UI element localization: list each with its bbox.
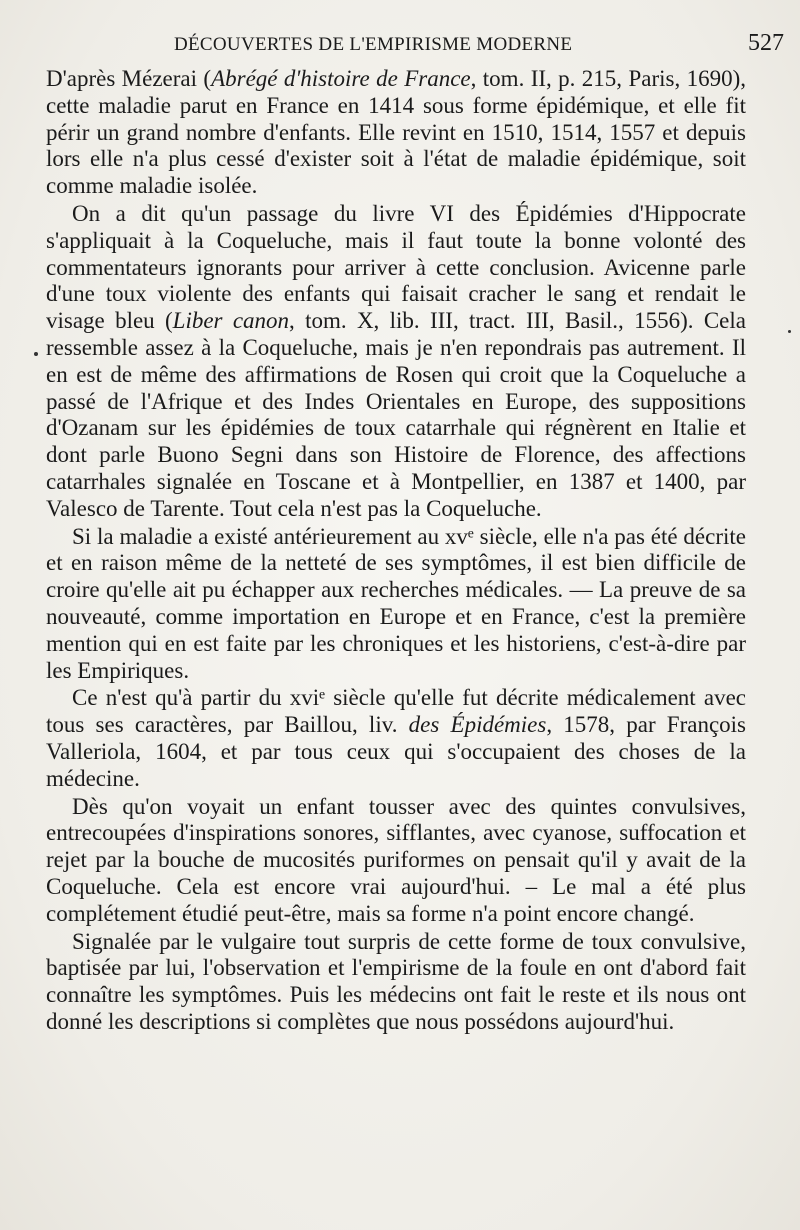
text-run: On a dit qu'un passage du livre VI des Épidémies d'Hippocrate s'appliquait à la Coqueluche, mais il faut toute la bonne volonté des commentateurs ignorants pour arriver à cette conclusion. Avicenne parle d'une toux violente des enfants qui faisait cracher le sang et rendait le visage bleu (	[46, 200, 746, 334]
ink-speck	[34, 352, 38, 356]
paragraph	[46, 929, 746, 1036]
text-run: , tom. X, lib. III, tract. III, Basil., 1556). Cela ressemble assez à la Coqueluche, mais je n'en repondrais pas autrement. Il en est de même des affirmations de Rosen qui croit que la Coqueluche a passé de l'Afrique et des Indes Orientales en Europe, des suppositions d'Ozanam sur les épidémies de toux catarrhale qui régnèrent en Italie et dont parle Buono Segni dans son Histoire de Florence, des affections catarrhales signalée en Toscane et à Montpellier, en 1387 et 1400, par Valesco de Tarente. Tout cela n'est pas la Coqueluche.	[46, 308, 746, 521]
page-header	[44, 30, 784, 64]
ink-speck	[788, 330, 791, 333]
paragraph	[46, 685, 746, 792]
italic-title: des Épidémies	[408, 712, 547, 738]
paragraph	[46, 794, 746, 928]
paragraph	[46, 66, 746, 200]
text-run: , 1578, par François Valleriola, 1604, et par tous ceux qui s'occupaient des choses de la médecine.	[46, 712, 747, 791]
text-run: Signalée par le vulgaire tout surpris de cette forme de toux convulsive, baptisée par lui, l'observation et l'empirisme de la foule en ont d'abord fait connaître les symptômes. Puis les médecins ont fait le reste et ils nous ont donné les descriptions si complètes que nous possédons aujourd'hui.	[46, 928, 746, 1034]
text-run: Si la maladie a existé antérieurement au xvᵉ siècle, elle n'a pas été décrite et en raison même de la netteté de ses symptômes, il est bien difficile de croire qu'elle ait pu échapper aux recherches médicales. — La preuve de sa nouveauté, comme importation en Europe et en France, c'est la première mention qui en est faite par les chroniques et les historiens, c'est-à-dire par les Empiriques.	[46, 523, 746, 683]
paragraph	[46, 524, 746, 685]
text-run: , tom. II, p. 215, Paris, 1690), cette maladie parut en France en 1414 sous forme épidémique, et elle fit périr un grand nombre d'enfants. Elle revint en 1510, 1514, 1557 et depuis lors elle n'a plus cessé d'exister soit à l'état de maladie épidémique, soit comme maladie isolée.	[46, 66, 747, 199]
page-number: 527	[748, 30, 784, 56]
running-head: DÉCOUVERTES DE L'EMPIRISME MODERNE	[174, 34, 573, 55]
italic-title: Liber canon	[172, 308, 290, 334]
paragraph	[46, 201, 746, 523]
text-run: Dès qu'on voyait un enfant tousser avec des quintes convulsives, entrecoupées d'inspirations sonores, sifflantes, avec cyanose, suffocation et rejet par la bouche de mucosités puriformes on pensait qu'il y avait de la Coqueluche. Cela est encore vrai aujourd'hui. – Le mal a été plus complétement étudié peut-être, mais sa forme n'a point encore changé.	[46, 793, 746, 926]
text-run: Ce n'est qu'à partir du xviᵉ siècle qu'elle fut décrite médicalement avec tous ses caractères, par Baillou, liv.	[46, 685, 746, 738]
text-run: D'après Mézerai (	[46, 66, 212, 91]
italic-title: Abrégé d'histoire de France	[211, 66, 471, 91]
body-text	[46, 66, 746, 1037]
